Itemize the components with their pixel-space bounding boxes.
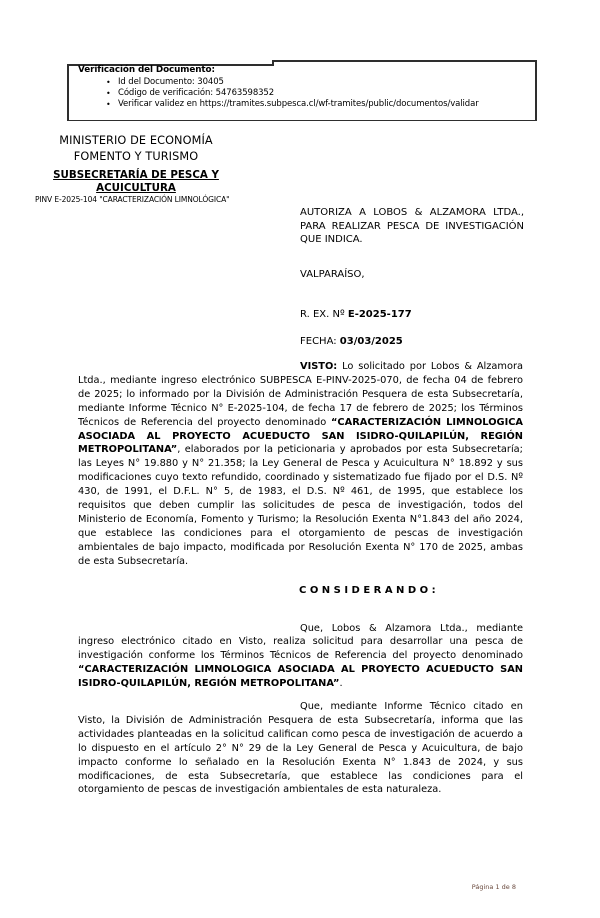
- date-label: FECHA:: [300, 336, 340, 347]
- bullet-icon: •: [106, 88, 111, 98]
- date-value: 03/03/2025: [339, 336, 403, 347]
- verification-box-border-top-right: [272, 60, 537, 62]
- verification-item-code: [106, 88, 528, 99]
- city-line: VALPARAÍSO,: [300, 269, 365, 280]
- considerando-paragraph-2: Que, mediante Informe Técnico citado en Visto, la División de Administración Pesquera de esta Subsecretaría, informa que las actividades planteadas en la solicitud califican como pesca de investigación de acuerdo a lo dispuesto en el artículo 2° N° 29 de la Ley General de Pesca y Acuicultura, de bajo impacto conforme lo señalado en la Resolución Exenta N° 1.843 de 2024, y sus modificaciones, de esta Subsecretaría, que establece las condiciones para el otorgamiento de pescas de investigación ambientales de esta naturaleza.: [78, 701, 523, 796]
- resolution-number-line: [300, 309, 412, 320]
- considerando-paragraph-1: [78, 622, 523, 692]
- resolution-subject: AUTORIZA A LOBOS & ALZAMORA LTDA., PARA REALIZAR PESCA DE INVESTIGACIÓN QUE INDICA.: [300, 207, 524, 246]
- page-indicator: Página 1 de 8: [471, 883, 516, 891]
- considerando-heading: C O N S I D E R A N D O :: [299, 584, 436, 596]
- verification-item-text: Código de verificación: 54763598352: [118, 87, 275, 98]
- verification-item-text: Id del Documento: 30405: [118, 76, 224, 87]
- verification-title: Verificación del Documento:: [78, 65, 215, 75]
- visto-text-2: , elaborados por la peticionaria y aprobados por esta Subsecretaría; las Leyes N° 19.880 y N° 21.358; la Ley General de Pesca y Acuicultura N° 18.892 y sus modificaciones cuyo texto refundido, coordinado y sistematizado fue fijado por el D.S. Nº 430, de 1991, el D.F.L. N° 5, de 1983, el D.S. Nº 461, de 1995, que establece los requisitos que deben cumplir las solicitudes de pesca de investigación, todos del Ministerio de Economía, Fomento y Turismo; la Resolución Exenta N°1.843 del año 2024, que establece las condiciones para el otorgamiento de pescas de investigación ambientales de bajo impacto, modificada por Resolución Exenta N° 170 de 2025, ambas de esta Subsecretaría.: [78, 444, 523, 567]
- ministry-name-line2: FOMENTO Y TURISMO: [73, 149, 199, 163]
- bullet-icon: •: [106, 77, 111, 87]
- department-name-line1: SUBSECRETARÍA DE PESCA Y: [53, 169, 219, 181]
- verification-box-content: [78, 65, 528, 110]
- document-body: [78, 360, 523, 806]
- considerando-1-text-2: .: [339, 678, 343, 690]
- resolution-number-label: R. EX. Nº: [300, 309, 348, 320]
- verification-item-document-id: [106, 77, 528, 88]
- department-name-line2: ACUICULTURA: [96, 182, 176, 194]
- visto-text-1: Lo solicitado por Lobos & Alzamora Ltda., mediante ingreso electrónico SUBPESCA E-PINV-2025-070, de fecha 04 de febrero de 2025; lo informado por la División de Administración Pesquera de esta Subsecretaría, mediante Informe Técnico N° E-2025-104, de fecha 17 de febrero de 2025; los Términos Técnicos de Referencia del proyecto denominado: [78, 361, 523, 428]
- considerando-1-text-1: Que, Lobos & Alzamora Ltda., mediante ingreso electrónico citado en Visto, realiza solicitud para desarrollar una pesca de investigación conforme los Términos Técnicos de Referencia del proyecto denominado: [78, 622, 523, 662]
- verification-box-border-bottom: [67, 120, 537, 122]
- verification-box-border-left: [67, 64, 69, 121]
- visto-project-name: “CARACTERIZACIÓN LIMNOLOGICA ASOCIADA AL PROYECTO ACUEDUCTO SAN ISIDRO-QUILAPILÚN, REGIÓN METROPOLITANA”: [78, 416, 523, 456]
- reference-note: PINV E-2025-104 "CARACTERIZACIÓN LIMNOLÓGICA": [35, 195, 230, 204]
- resolution-number-value: E-2025-177: [347, 309, 412, 320]
- visto-label: VISTO:: [300, 361, 338, 372]
- ministry-name-line1: MINISTERIO DE ECONOMÍA: [59, 134, 213, 147]
- letterhead: [36, 133, 236, 195]
- bullet-icon: •: [106, 99, 111, 109]
- verification-item-url: [106, 99, 528, 110]
- verification-box-border-right: [535, 60, 537, 121]
- considerando-1-project-name: “CARACTERIZACIÓN LIMNOLOGICA ASOCIADA AL PROYECTO ACUEDUCTO SAN ISIDRO-QUILAPILÚN, REGIÓN METROPOLITANA”: [78, 664, 523, 690]
- date-line: [300, 336, 403, 347]
- visto-paragraph: [78, 360, 523, 569]
- verification-box: [67, 60, 537, 122]
- verification-url-text: Verificar validez en https://tramites.subpesca.cl/wf-tramites/public/documentos/validar: [118, 98, 479, 109]
- department-name: [36, 169, 236, 195]
